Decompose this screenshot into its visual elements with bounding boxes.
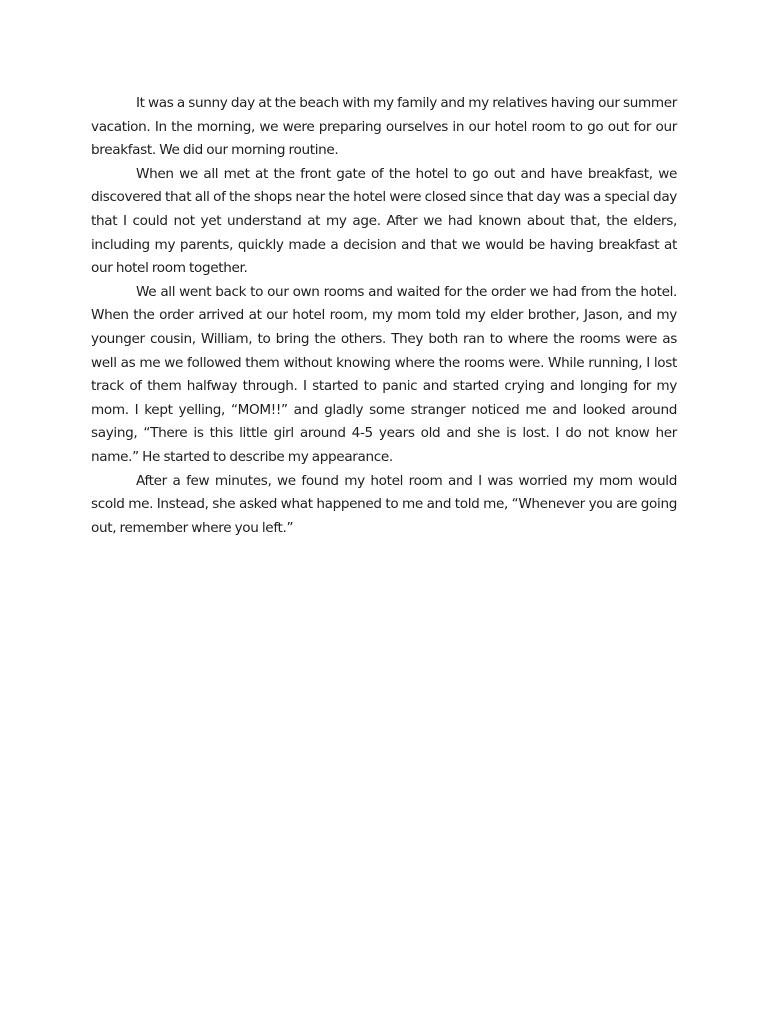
story-text — [91, 92, 677, 540]
paragraph-4: After a few minutes, we found my hotel room and I was worried my mom would scold me. Instead, she asked what happened to me and told me, “Whenever you are going out, remember where you left.” — [91, 472, 677, 536]
paragraph-1: It was a sunny day at the beach with my family and my relatives having our summer vacation. In the morning, we were preparing ourselves in our hotel room to go out for our breakfast. We did our morning routine. — [91, 95, 677, 159]
paragraph-2: When we all met at the front gate of the hotel to go out and have breakfast, we discovered that all of the shops near the hotel were closed since that day was a special day that I could not yet understand at my age. After we had known about that, the elders, including my parents, quickly made a decision and that we would be having breakfast at our hotel room together. — [91, 165, 677, 277]
paragraph-3: We all went back to our own rooms and waited for the order we had from the hotel. When the order arrived at our hotel room, my mom told my elder brother, Jason, and my younger cousin, William, to bring the others. They both ran to where the rooms were as well as me we followed them without knowing where the rooms were. While running, I lost track of them halfway through. I started to panic and started crying and longing for my mom. I kept yelling, “MOM!!” and gladly some stranger noticed me and looked around saying, “There is this little girl around 4-5 years old and she is lost. I do not know her name.” He started to describe my appearance. — [91, 283, 677, 465]
